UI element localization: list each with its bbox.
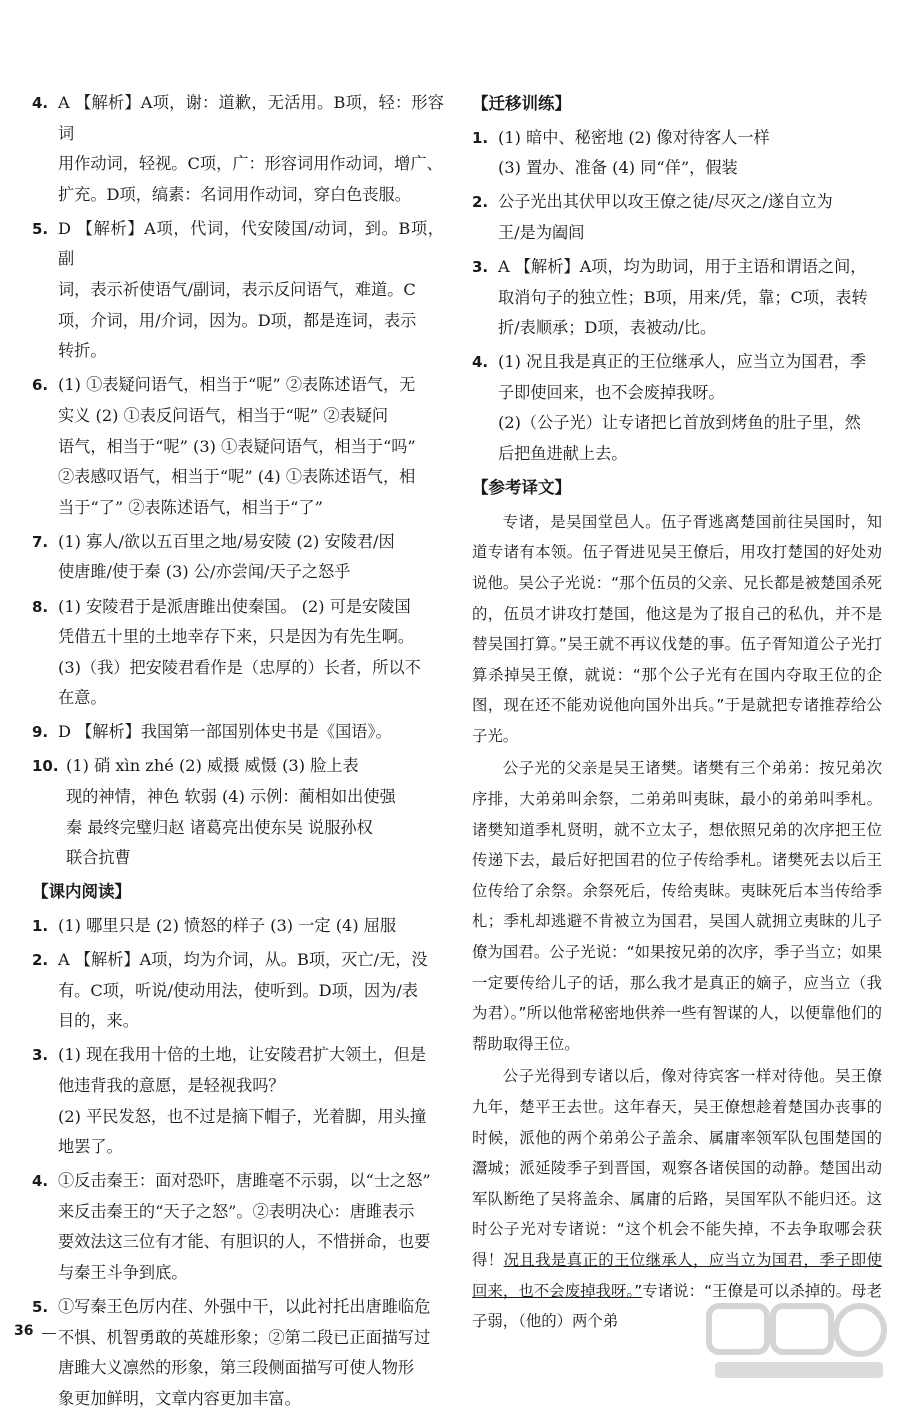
item-body [58,214,444,367]
text-line: 凭借五十里的土地幸存下来，只是因为有先生啊。 [58,627,415,647]
underlined-sentence: 况且我是真正的王位继承人，应当立为国君，季子即使回来，也不会废掉我呀。” [472,1250,882,1300]
transfer-answer-4 [472,347,882,469]
text-line: 折/表顺承；D项，表被动/比。 [498,318,717,338]
item-number: 6. [32,376,49,395]
section-heading-translation: 【参考译文】 [472,478,571,498]
text-line: 联合抗曹 [66,848,131,868]
item-body [58,88,444,210]
text-line: 与秦王斗争到底。 [58,1262,188,1282]
text-line: 现的神情，神色 软弱 (4) 示例：蔺相如出使强 [66,787,396,807]
item-body [58,370,444,523]
text-line: 扩充。D项，缟素：名词用作动词，穿白色丧服。 [58,184,411,204]
item-number: 8. [32,597,49,616]
transfer-answer-2 [472,187,882,248]
right-column [472,88,882,1339]
item-number: 5. [32,219,49,238]
transfer-answer-1 [472,123,882,184]
text-line: (1) 硝 xìn zhé (2) 威摄 威慑 (3) 脸上表 [66,756,359,776]
text-line: 不惧、机智勇敢的英雄形象；②第二段已正面描写过 [58,1327,431,1347]
text-line: 来反击秦王的“天子之怒”。②表明决心：唐雎表示 [58,1201,415,1221]
item-body [58,1292,444,1414]
text-line: 在意。 [58,688,107,708]
left-column [32,88,444,1418]
text-line: D 【解析】A项，代词，代安陵国/动词，到。B项，副 [58,218,444,269]
text-line: (1) 暗中、秘密地 (2) 像对待客人一样 [498,127,770,147]
text-line: 转折。 [58,341,107,361]
transfer-answer-3 [472,252,882,344]
text-line: A 【解析】A项，均为助词，用于主语和谓语之间， [498,256,867,276]
item-number: 1. [32,916,49,935]
text-line: 当于“了” ②表陈述语气，相当于“了” [58,497,323,517]
text-line: 用作动词，轻视。C项，广：形容词用作动词，增广、 [58,154,443,174]
text-line: 象更加鲜明，文章内容更加丰富。 [58,1388,301,1408]
section-heading-reading: 【课内阅读】 [32,882,131,902]
item-body [498,347,882,469]
text-line: (1) 哪里只是 (2) 愤怒的样子 (3) 一定 (4) 屈服 [58,915,397,935]
text-line: (1) 寡人/欲以五百里之地/易安陵 (2) 安陵君/因 [58,531,395,551]
text-line: 地罢了。 [58,1137,123,1157]
text-line: 子即使回来，也不会废掉我呀。 [498,382,725,402]
item-number: 4. [32,94,49,112]
item-number: 3. [472,257,489,276]
text-line: A 【解析】A项，均为介词，从。B项，灭亡/无，没 [58,950,428,970]
reading-answer-5 [32,1292,444,1414]
text-line: D 【解析】我国第一部国别体史书是《国语》。 [58,722,392,742]
page-number-rule [42,1333,56,1334]
item-number: 4. [472,353,489,372]
item-body [58,1166,444,1288]
item-body [66,751,444,873]
text-line: (1) ①表疑问语气，相当于“呢” ②表陈述语气，无 [58,375,416,395]
reference-translation [472,507,882,1337]
text-line: ②表感叹语气，相当于“呢” (4) ①表陈述语气，相 [58,467,416,487]
item-body [58,717,444,748]
text-line: 取消句子的独立性；B项，用来/凭，靠；C项，表转 [498,287,868,307]
translation-text: 专诸说：“王僚是可以杀掉的。母老子弱，（他的）两个弟 [472,1281,882,1331]
item-body [58,945,444,1037]
reading-answer-3 [32,1040,444,1162]
translation-paragraph [472,1061,882,1336]
item-body [498,123,882,184]
text-line: (2) 平民发怒，也不过是摘下帽子，光着脚，用头撞 [58,1106,427,1126]
text-line: (3) 置办、准备 (4) 同“佯”，假装 [498,158,738,178]
text-line: A 【解析】A项，谢：道歉，无活用。B项，轻：形容词 [58,93,444,143]
text-line: 使唐雎/使于秦 (3) 公/亦尝闻/天子之怒乎 [58,562,351,582]
answer-10 [32,751,444,873]
answer-5 [32,214,444,367]
answer-9 [32,717,444,748]
item-number: 4. [32,1172,49,1191]
translation-text: 公子光得到专诸以后，像对待宾客一样对待他。吴王僚九年，楚平王去世。这年春天，吴王僚想趁着楚国办丧事的时候，派他的两个弟弟公子盖余、属庸率领军队包围楚国的灊城；派延陵季子到晋国，观察各诸侯国的动静。楚国出动军队断绝了吴将盖余、属庸的后路，吴国军队不能归还。这时公子光对专诸说：“这个机会不能失掉，不去争取哪会获得！ [472,1067,882,1269]
text-line: ①反击秦王：面对恐吓，唐雎毫不示弱，以“士之怒” [58,1171,431,1191]
reading-answer-4 [32,1166,444,1288]
text-line: 后把鱼进献上去。 [498,444,628,464]
text-line: 王/是为阖闾 [498,222,585,242]
item-body [58,1040,444,1162]
item-number: 1. [472,128,489,147]
text-line: 实义 (2) ①表反问语气，相当于“呢” ②表疑问 [58,405,389,425]
text-line: 词，表示祈使语气/副词，表示反问语气，难道。C [58,280,416,300]
text-line: (1) 安陵君于是派唐雎出使秦国。 (2) 可是安陵国 [58,596,411,616]
text-line: 秦 最终完璧归赵 诸葛亮出使东吴 说服孙权 [66,817,373,837]
text-line: (1) 现在我用十倍的土地，让安陵君扩大领土，但是 [58,1045,427,1065]
watermark-logo-icon [705,1300,890,1385]
text-line: 公子光出其伏甲以攻王僚之徒/尽灭之/遂自立为 [498,192,833,212]
item-number: 9. [32,723,49,742]
text-line: 他违背我的意愿，是轻视我吗？ [58,1075,285,1095]
item-body [498,252,882,344]
item-number: 7. [32,532,49,551]
translation-paragraph: 公子光的父亲是吴王诸樊。诸樊有三个弟弟：按兄弟次序排，大弟弟叫余祭，二弟弟叫夷眜，最小的弟弟叫季札。诸樊知道季札贤明，就不立太子，想依照兄弟的次序把王位传递下去，最后好把国君的位子传给季札。诸樊死去以后王位传给了余祭。余祭死后，传给夷眜。夷眜死后本当传给季札；季札却逃避不肯被立为国君，吴国人就拥立夷眜的儿子僚为国君。公子光说：“如果按兄弟的次序，季子当立；如果一定要传给儿子的话，那么我才是真正的嫡子，应当立（我为君）。”所以他常秘密地供养一些有智谋的人，以便靠他们的帮助取得王位。 [472,759,882,1053]
text-line: 目的，来。 [58,1011,139,1031]
item-number: 3. [32,1046,49,1065]
page-number: 36 [14,1323,34,1339]
item-number: 2. [472,193,489,212]
answer-8 [32,592,444,714]
text-line: 唐雎大义凛然的形象，第三段侧面描写可使人物形 [58,1358,415,1378]
reading-answer-2 [32,945,444,1037]
text-line: ①写秦王色厉内荏、外强中干，以此衬托出唐雎临危 [58,1297,431,1317]
text-line: 语气，相当于“呢” (3) ①表疑问语气，相当于“吗” [58,436,416,456]
answer-6 [32,370,444,523]
translation-paragraph: 专诸，是吴国堂邑人。伍子胥逃离楚国前往吴国时，知道专诸有本领。伍子胥进见吴王僚后，用攻打楚国的好处劝说他。吴公子光说：“那个伍员的父亲、兄长都是被楚国杀死的，伍员才讲攻打楚国，他这是为了报自己的私仇，并不是替吴国打算。”吴王就不再议伐楚的事。伍子胥知道公子光打算杀掉吴王僚，就说：“那个公子光有在国内夺取王位的企图，现在还不能劝说他向国外出兵。”于是就把专诸推荐给公子光。 [472,512,882,745]
text-line: 要效法这三位有才能、有胆识的人，不惜拼命，也要 [58,1232,431,1252]
item-number: 2. [32,951,49,970]
item-body [58,911,444,942]
answer-7 [32,527,444,588]
item-number: 10. [32,757,59,776]
item-body [58,527,444,588]
text-line: (2)（公子光）让专诸把匕首放到烤鱼的肚子里，然 [498,413,861,433]
item-body [58,592,444,714]
text-line: (3)（我）把安陵君看作是（忠厚的）长者，所以不 [58,657,421,677]
text-line: 项，介词，用/介词，因为。D项，都是连词，表示 [58,310,417,330]
item-number: 5. [32,1298,49,1317]
reading-answer-1 [32,911,444,942]
section-heading-transfer: 【迁移训练】 [472,94,571,113]
item-body [498,187,882,248]
text-line: 有。C项，听说/使动用法，使听到。D项，因为/表 [58,980,419,1000]
answer-4 [32,88,444,210]
text-line: (1) 况且我是真正的王位继承人，应当立为国君，季 [498,352,867,372]
